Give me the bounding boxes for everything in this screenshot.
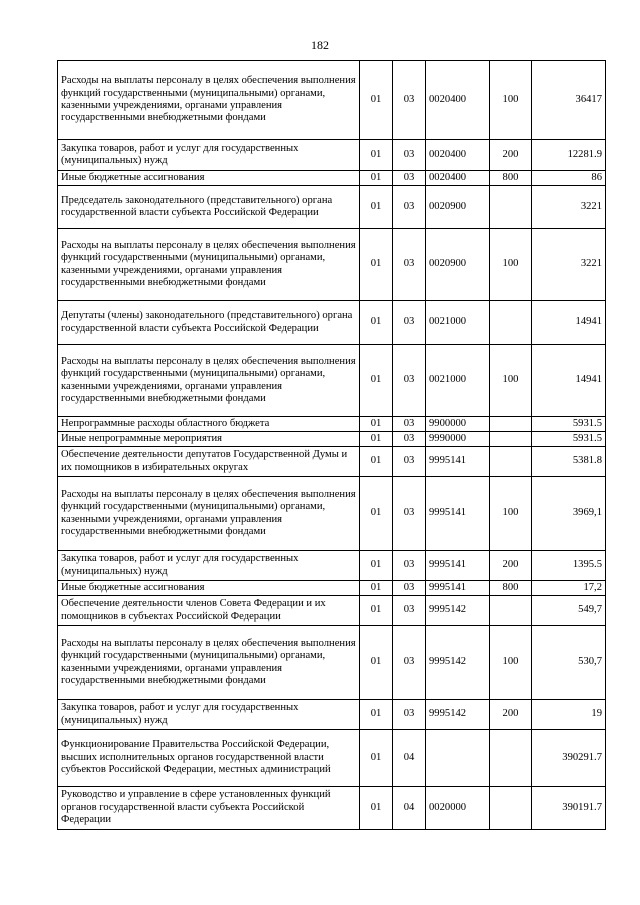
cell-name: Обеспечение деятельности депутатов Государственной Думы и их помощников в избирательных округах — [58, 447, 360, 477]
cell-amount: 3221 — [532, 229, 606, 301]
table-row — [58, 787, 606, 830]
cell-subsection: 04 — [393, 730, 426, 787]
cell-name: Расходы на выплаты персоналу в целях обеспечения выполнения функций государственными (муниципальными) органами, казенными учреждениями, органами управления государственными внебюджетными фондами — [58, 229, 360, 301]
cell-section: 01 — [360, 140, 393, 171]
cell-expense-type — [490, 787, 532, 830]
cell-expense-type — [490, 596, 532, 626]
cell-section: 01 — [360, 596, 393, 626]
cell-subsection: 03 — [393, 551, 426, 581]
cell-subsection: 03 — [393, 700, 426, 730]
cell-subsection: 03 — [393, 581, 426, 596]
cell-name: Закупка товаров, работ и услуг для государственных (муниципальных) нужд — [58, 551, 360, 581]
cell-expense-type — [490, 301, 532, 345]
cell-name: Иные непрограммные мероприятия — [58, 432, 360, 447]
cell-name: Руководство и управление в сфере установленных функций органов государственной власти субъекта Российской Федерации — [58, 787, 360, 830]
cell-target-article: 9995141 — [426, 477, 490, 551]
cell-section: 01 — [360, 730, 393, 787]
cell-subsection: 03 — [393, 477, 426, 551]
cell-amount: 549,7 — [532, 596, 606, 626]
table-row — [58, 581, 606, 596]
cell-name: Расходы на выплаты персоналу в целях обеспечения выполнения функций государственными (муниципальными) органами, казенными учреждениями, органами управления государственными внебюджетными фондами — [58, 61, 360, 140]
cell-section: 01 — [360, 551, 393, 581]
cell-section: 01 — [360, 171, 393, 186]
table-row — [58, 171, 606, 186]
cell-expense-type — [490, 730, 532, 787]
cell-name: Иные бюджетные ассигнования — [58, 581, 360, 596]
cell-amount: 86 — [532, 171, 606, 186]
cell-target-article: 0020400 — [426, 61, 490, 140]
cell-expense-type — [490, 417, 532, 432]
cell-name: Депутаты (члены) законодательного (представительного) органа государственной власти субъекта Российской Федерации — [58, 301, 360, 345]
cell-expense-type: 200 — [490, 700, 532, 730]
cell-name: Иные бюджетные ассигнования — [58, 171, 360, 186]
cell-name: Председатель законодательного (представительного) органа государственной власти субъекта Российской Федерации — [58, 186, 360, 229]
cell-subsection: 03 — [393, 186, 426, 229]
cell-expense-type — [490, 186, 532, 229]
table-row — [58, 301, 606, 345]
cell-subsection: 03 — [393, 432, 426, 447]
cell-amount: 5931.5 — [532, 432, 606, 447]
cell-target-article: 9900000 — [426, 417, 490, 432]
cell-section: 01 — [360, 581, 393, 596]
cell-subsection: 03 — [393, 140, 426, 171]
cell-expense-type: 800 — [490, 581, 532, 596]
cell-subsection: 03 — [393, 301, 426, 345]
cell-amount: 14941 — [532, 345, 606, 417]
table-row — [58, 626, 606, 700]
cell-expense-type: 200 — [490, 140, 532, 171]
cell-subsection: 04 — [393, 787, 426, 830]
cell-subsection: 03 — [393, 229, 426, 301]
cell-target-article: 0020900 — [426, 186, 490, 229]
cell-section: 01 — [360, 417, 393, 432]
cell-subsection: 03 — [393, 61, 426, 140]
cell-name: Закупка товаров, работ и услуг для государственных (муниципальных) нужд — [58, 700, 360, 730]
table-row — [58, 432, 606, 447]
cell-target-article: 0020000 — [426, 787, 490, 830]
cell-section: 01 — [360, 229, 393, 301]
cell-target-article: 9995142 — [426, 700, 490, 730]
cell-name: Расходы на выплаты персоналу в целях обеспечения выполнения функций государственными (муниципальными) органами, казенными учреждениями, органами управления государственными внебюджетными фондами — [58, 345, 360, 417]
table-row — [58, 417, 606, 432]
cell-expense-type: 100 — [490, 626, 532, 700]
cell-expense-type: 100 — [490, 229, 532, 301]
cell-section: 01 — [360, 700, 393, 730]
cell-section: 01 — [360, 447, 393, 477]
table-row — [58, 477, 606, 551]
cell-amount: 36417 — [532, 61, 606, 140]
table-row — [58, 61, 606, 140]
cell-expense-type: 200 — [490, 551, 532, 581]
cell-target-article: 9995141 — [426, 447, 490, 477]
cell-target-article: 0021000 — [426, 345, 490, 417]
cell-name: Закупка товаров, работ и услуг для государственных (муниципальных) нужд — [58, 140, 360, 171]
cell-subsection: 03 — [393, 447, 426, 477]
cell-target-article: 0020400 — [426, 171, 490, 186]
table-row — [58, 700, 606, 730]
table-body — [58, 61, 606, 830]
cell-target-article: 9995142 — [426, 626, 490, 700]
cell-amount: 3969,1 — [532, 477, 606, 551]
cell-section: 01 — [360, 787, 393, 830]
table-row — [58, 551, 606, 581]
cell-name: Расходы на выплаты персоналу в целях обеспечения выполнения функций государственными (муниципальными) органами, казенными учреждениями, органами управления государственными внебюджетными фондами — [58, 477, 360, 551]
cell-amount: 17,2 — [532, 581, 606, 596]
cell-subsection: 03 — [393, 345, 426, 417]
cell-amount: 19 — [532, 700, 606, 730]
cell-amount: 14941 — [532, 301, 606, 345]
cell-target-article: 9995141 — [426, 581, 490, 596]
table-row — [58, 345, 606, 417]
table-row — [58, 730, 606, 787]
table-row — [58, 140, 606, 171]
cell-section: 01 — [360, 477, 393, 551]
cell-expense-type: 100 — [490, 345, 532, 417]
cell-name: Обеспечение деятельности членов Совета Федерации и их помощников в субъектах Российской Федерации — [58, 596, 360, 626]
cell-subsection: 03 — [393, 596, 426, 626]
cell-amount: 3221 — [532, 186, 606, 229]
cell-section: 01 — [360, 626, 393, 700]
cell-target-article: 9990000 — [426, 432, 490, 447]
cell-expense-type: 100 — [490, 61, 532, 140]
cell-amount: 530,7 — [532, 626, 606, 700]
cell-amount: 5931.5 — [532, 417, 606, 432]
table-row — [58, 229, 606, 301]
cell-expense-type — [490, 432, 532, 447]
table-row — [58, 447, 606, 477]
cell-subsection: 03 — [393, 171, 426, 186]
cell-expense-type — [490, 447, 532, 477]
cell-target-article: 9995141 — [426, 551, 490, 581]
cell-target-article — [426, 730, 490, 787]
cell-amount: 390191.7 — [532, 787, 606, 830]
cell-section: 01 — [360, 432, 393, 447]
cell-subsection: 03 — [393, 417, 426, 432]
cell-section: 01 — [360, 301, 393, 345]
cell-target-article: 0020400 — [426, 140, 490, 171]
cell-section: 01 — [360, 186, 393, 229]
table-row — [58, 596, 606, 626]
cell-section: 01 — [360, 345, 393, 417]
page-number: 182 — [311, 38, 329, 52]
cell-target-article: 0021000 — [426, 301, 490, 345]
cell-target-article: 0020900 — [426, 229, 490, 301]
cell-section: 01 — [360, 61, 393, 140]
cell-subsection: 03 — [393, 626, 426, 700]
cell-target-article: 9995142 — [426, 596, 490, 626]
cell-amount: 390291.7 — [532, 730, 606, 787]
cell-expense-type: 100 — [490, 477, 532, 551]
cell-amount: 5381.8 — [532, 447, 606, 477]
cell-amount: 1395.5 — [532, 551, 606, 581]
cell-name: Расходы на выплаты персоналу в целях обеспечения выполнения функций государственными (муниципальными) органами, казенными учреждениями, органами управления государственными внебюджетными фондами — [58, 626, 360, 700]
cell-name: Функционирование Правительства Российской Федерации, высших исполнительных органов государственной власти субъектов Российской Федерации, местных администраций — [58, 730, 360, 787]
cell-name: Непрограммные расходы областного бюджета — [58, 417, 360, 432]
budget-table — [57, 60, 606, 830]
cell-amount: 12281.9 — [532, 140, 606, 171]
cell-expense-type: 800 — [490, 171, 532, 186]
table-row — [58, 186, 606, 229]
